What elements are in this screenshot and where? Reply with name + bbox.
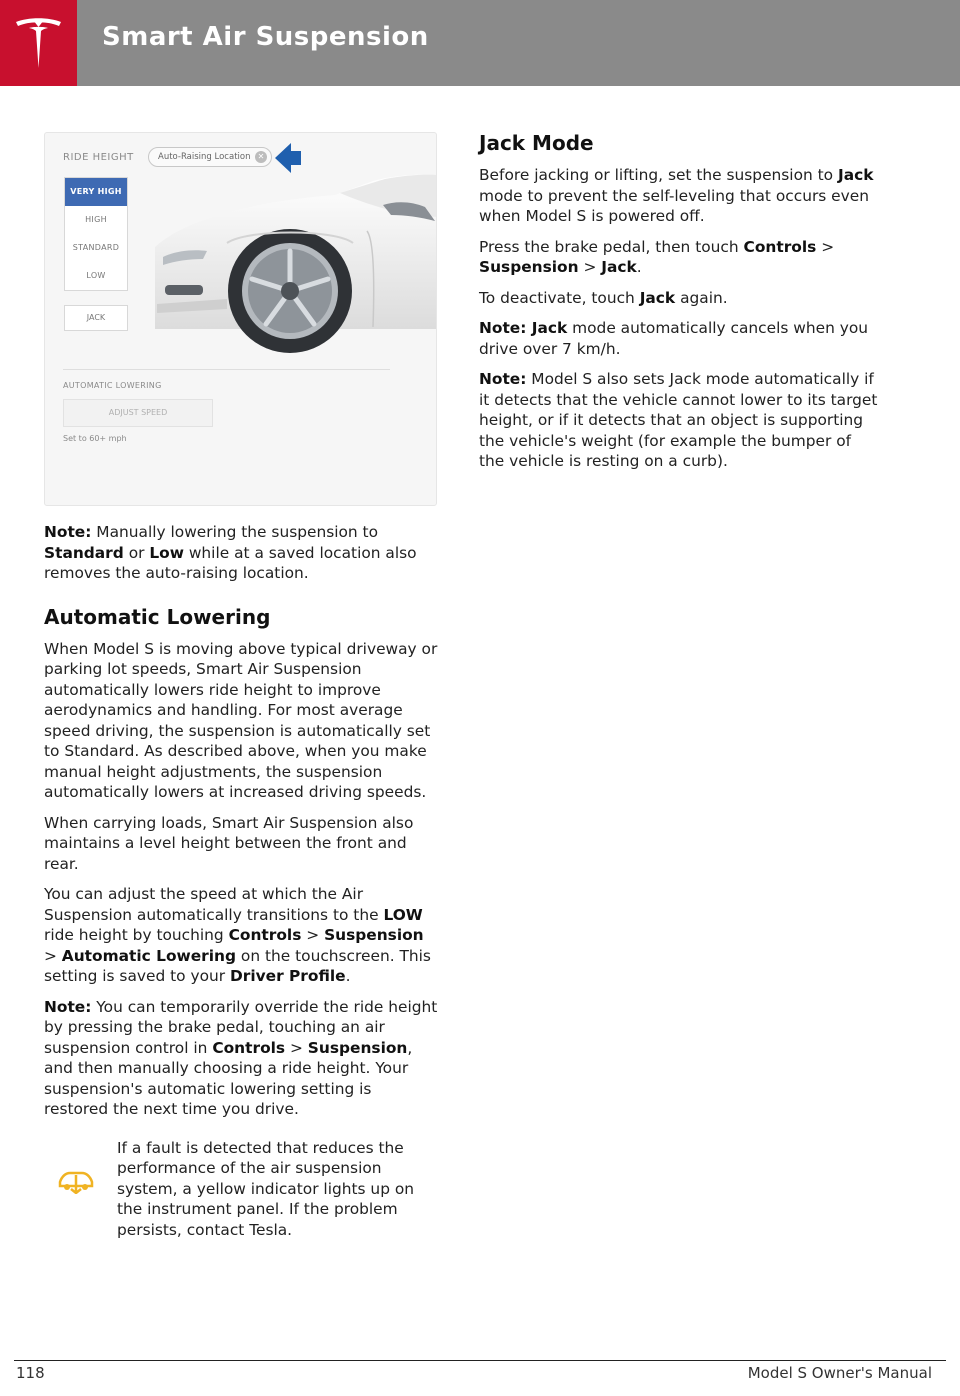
automatic-lowering-paragraph-3: You can adjust the speed at which the Air Suspension automatically transitions to the LOW ride height by touching Controls > Suspension > Automatic Lowering on the touchscreen. This setting is saved to your Driver Profile. <box>44 885 431 985</box>
ride-height-low-button[interactable]: LOW <box>86 271 106 280</box>
jack-mode-note-2: Note: Model S also sets Jack mode automatically if it detects that the vehicle cannot lower to its target height, or if it detects that an object is supporting the vehicle's weight (for example the bumper of the vehicle is resting on a curb). <box>479 370 878 470</box>
left-column <box>44 132 438 1248</box>
auto-raising-location-label: Auto-Raising Location <box>158 152 251 162</box>
jack-mode-paragraph-3: To deactivate, touch Jack again. <box>479 288 728 307</box>
note-override: Note: You can temporarily override the ride height by pressing the brake pedal, touching an air suspension control in Controls > Suspension, and then manually choosing a ride height. Your suspension's automatic lowering setting is restored the next time you drive. <box>44 997 438 1118</box>
suspension-warning-icon <box>56 1168 96 1194</box>
close-icon[interactable]: ✕ <box>255 151 267 163</box>
automatic-lowering-paragraph-2: When carrying loads, Smart Air Suspension also maintains a level height between the front and rear. <box>44 813 414 873</box>
manual-title: Model S Owner's Manual <box>747 1364 932 1382</box>
automatic-lowering-paragraph-1: When Model S is moving above typical driveway or parking lot speeds, Smart Air Suspension automatically lowers ride height to improve aerodynamics and handling. For most average speed driving, the suspension is automatically set to Standard. As described above, when you make manual height adjustments, the suspension automatically lowers at increased driving speeds. <box>44 639 438 801</box>
ride-height-selector <box>64 177 128 291</box>
logo-box <box>0 0 77 86</box>
pointer-arrow-icon <box>275 141 301 175</box>
jack-mode-heading: Jack Mode <box>479 131 594 155</box>
touchscreen-illustration <box>44 132 437 506</box>
ride-height-label: RIDE HEIGHT <box>63 152 134 163</box>
page-header <box>0 0 960 86</box>
jack-mode-note-1: Note: Jack mode automatically cancels when you drive over 7 km/h. <box>479 319 868 358</box>
tesla-logo-icon <box>14 16 63 70</box>
jack-mode-paragraph-2: Press the brake pedal, then touch Controls > Suspension > Jack. <box>479 237 835 276</box>
jack-mode-paragraph-1: Before jacking or lifting, set the suspension to Jack mode to prevent the self-leveling that occurs even when Model S is powered off. <box>479 166 874 225</box>
ride-height-very-high-button[interactable]: VERY HIGH <box>65 178 127 206</box>
automatic-lowering-heading: Automatic Lowering <box>44 604 271 629</box>
car-illustration <box>145 159 437 369</box>
automatic-lowering-label: AUTOMATIC LOWERING <box>63 381 162 390</box>
adjust-speed-button[interactable]: ADJUST SPEED <box>63 399 213 427</box>
divider <box>63 369 390 370</box>
speed-setting-text: Set to 60+ mph <box>63 434 127 443</box>
ride-height-high-button[interactable]: HIGH <box>85 215 107 224</box>
fault-warning <box>44 1138 438 1248</box>
jack-button[interactable]: JACK <box>64 305 128 331</box>
note-manual-lowering: Note: Manually lowering the suspension to Standard or Low while at a saved location also removes the auto-raising location. <box>44 523 417 582</box>
auto-raising-location-pill[interactable] <box>148 147 272 167</box>
ride-height-standard-button[interactable]: STANDARD <box>72 243 120 252</box>
footer-divider <box>14 1360 946 1361</box>
page-title: Smart Air Suspension <box>102 22 429 52</box>
page-number: 118 <box>16 1364 45 1382</box>
fault-warning-text: If a fault is detected that reduces the performance of the air suspension system, a yellow indicator lights up on the instrument panel. If the problem persists, contact Tesla. <box>117 1138 415 1239</box>
right-column <box>479 130 879 482</box>
